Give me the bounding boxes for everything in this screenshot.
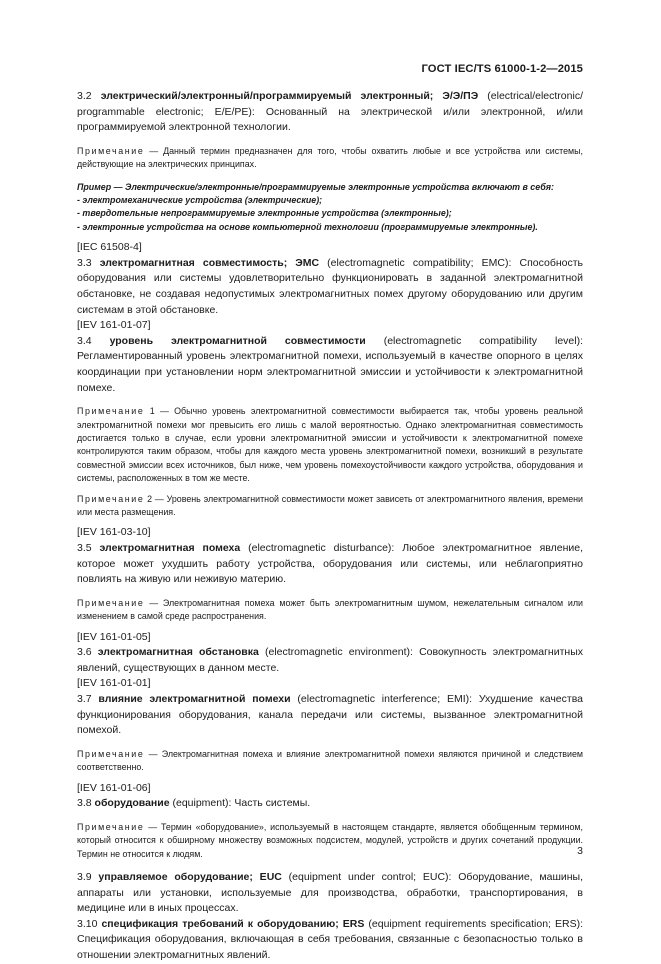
reference: [IEV 161-01-05] [77,630,151,643]
note-text: 2 — Уровень электромагнитной совместимости может зависеть от электромагнитного явления, времени или места размещения. [77,493,583,517]
note-3-2 [77,145,583,172]
reference: [IEC 61508-4] [77,241,142,254]
term-name: электромагнитная совместимость; ЭМС [99,256,320,269]
term-number: 3.2 [77,90,92,102]
term-number: 3.10 [77,917,98,930]
term-definition: (electromagnetic interference; EMI): Ухудшение качества функционирования оборудования, канала передачи или системы, вызванное электромагнитной помехой. [77,692,584,737]
note-3-5 [77,597,583,624]
term-number: 3.7 [77,692,92,705]
term-definition: (equipment): Часть системы. [169,797,311,810]
term-3-5 [77,541,583,588]
term-3-8 [77,796,583,812]
term-name: оборудование [94,797,170,810]
note-text: — Термин «оборудование», используемый в настоящем стандарте, является обобщенным термином, который относится к обширному множеству возможных подсистем, модулей, устройств и других сочетаний продукции. Термин не относится к людям. [77,821,583,859]
note-text: — Электромагнитная помеха может быть электромагнитным шумом, нежелательным сигналом или изменением в самой среде распространения. [77,597,583,622]
term-number: 3.6 [77,646,92,659]
term-number: 3.5 [77,542,92,554]
document-body [77,89,583,964]
example-item: - электромеханические устройства (электрические); [77,195,323,205]
term-number: 3.9 [77,870,92,883]
term-definition: (electromagnetic disturbance): Любое электромагнитное явление, которое может ухудшить работу устройства, оборудования или системы, или неблагоприятно повлиять на живую или неживую материю. [77,542,583,586]
term-number: 3.8 [77,797,92,810]
note-3-4-2 [77,493,583,520]
term-name: электрический/электронный/программируемый электронный; Э/Э/ПЭ [100,90,479,102]
note-label: Примечание [77,597,145,608]
example-item: - твердотельные непрограммируемые электронные устройства (электронные); [77,208,452,219]
term-definition: (electrical/electronic/ programmable electronic; E/E/PE): Основанный на электрической и/или электронной, и/или программируемой электронной технологии. [77,90,583,134]
reference: [IEV 161-01-07] [77,319,151,332]
standard-header: ГОСТ IEC/TS 61000-1-2—2015 [421,63,583,75]
term-definition: (equipment requirements specification; ERS): Спецификация оборудования, включающая в себя требования, связанные с безопасностью только в отношении электромагнитных явлений. [77,917,583,961]
term-3-7 [77,692,583,739]
term-number: 3.4 [77,334,92,347]
term-3-6 [77,645,583,676]
example-intro: Пример — Электрические/электронные/программируемые электронные устройства включают в себя: [77,181,554,192]
term-3-3 [77,256,583,318]
term-definition: (electromagnetic compatibility; EMC): Способность оборудования или системы удовлетворительно функционировать в заданной электромагнитной обстановке, не создавая недопустимых электромагнитных помех другому оборудованию или другим системам в этой обстановке. [77,256,584,316]
note-3-4-1 [77,405,583,485]
reference: [IEV 161-01-01] [77,677,151,690]
reference: [IEV 161-01-06] [77,781,151,794]
note-text: 1 — Обычно уровень электромагнитной совместимости выбирается так, чтобы уровень реальной электромагнитной помехи мог превысить его лишь с малой вероятностью. Однако электромагнитная совместимость достигается только в случае, если уровни электромагнитной эмиссии и устойчивости к электромагнитной помехе контролируются таким образом, чтобы для каждого места уровень электромагнитной помехи, возникший в результате совместной эмиссии всех источников, был ниже, чем уровень помехоустойчивости каждого устройства, оборудования и системы, расположенных в том же месте. [77,406,583,484]
note-text: — Электромагнитная помеха и влияние электромагнитной помехи являются причиной и следствием соответственно. [77,748,583,773]
term-definition: (electromagnetic environment): Совокупность электромагнитных явлений, существующих в данном месте. [77,646,583,674]
term-name: электромагнитная обстановка [97,646,259,659]
note-3-8 [77,821,583,861]
term-name: электромагнитная помеха [99,542,241,554]
note-label: Примечание [77,145,145,156]
term-name: управляемое оборудование; EUC [98,870,282,883]
note-label: Примечание [77,406,145,417]
example-item: - электронные устройства на основе компьютерной технологии (программируемые электронные). [77,221,538,232]
note-text: — Данный термин предназначен для того, чтобы охватить любые и все устройства или системы, действующие на электрических принципах. [77,145,583,170]
term-3-9 [77,870,583,917]
note-label: Примечание [77,748,145,759]
term-name: спецификация требований к оборудованию; ERS [101,917,365,930]
term-definition: (equipment under control; EUC): Оборудование, машины, аппараты или установки, используемые для производства, обработки, транспортирования, в медицине или в иных процессах. [77,870,583,915]
reference: [IEV 161-03-10] [77,526,151,539]
term-definition: (electromagnetic compatibility level): Регламентированный уровень электромагнитной помехи, используемый в качестве опорного в целях координации при установлении норм электромагнитной эмиссии и устойчивости к электромагнитной помехе. [77,334,583,394]
term-3-2 [77,89,583,136]
term-name: влияние электромагнитной помехи [98,692,291,705]
term-number: 3.3 [77,256,92,269]
term-3-4 [77,334,583,396]
note-label: Примечание [77,493,145,504]
term-3-10 [77,917,583,964]
note-label: Примечание [77,821,145,832]
term-name: уровень электромагнитной совместимости [109,334,366,347]
page-number: 3 [577,845,583,857]
note-3-7 [77,748,583,775]
